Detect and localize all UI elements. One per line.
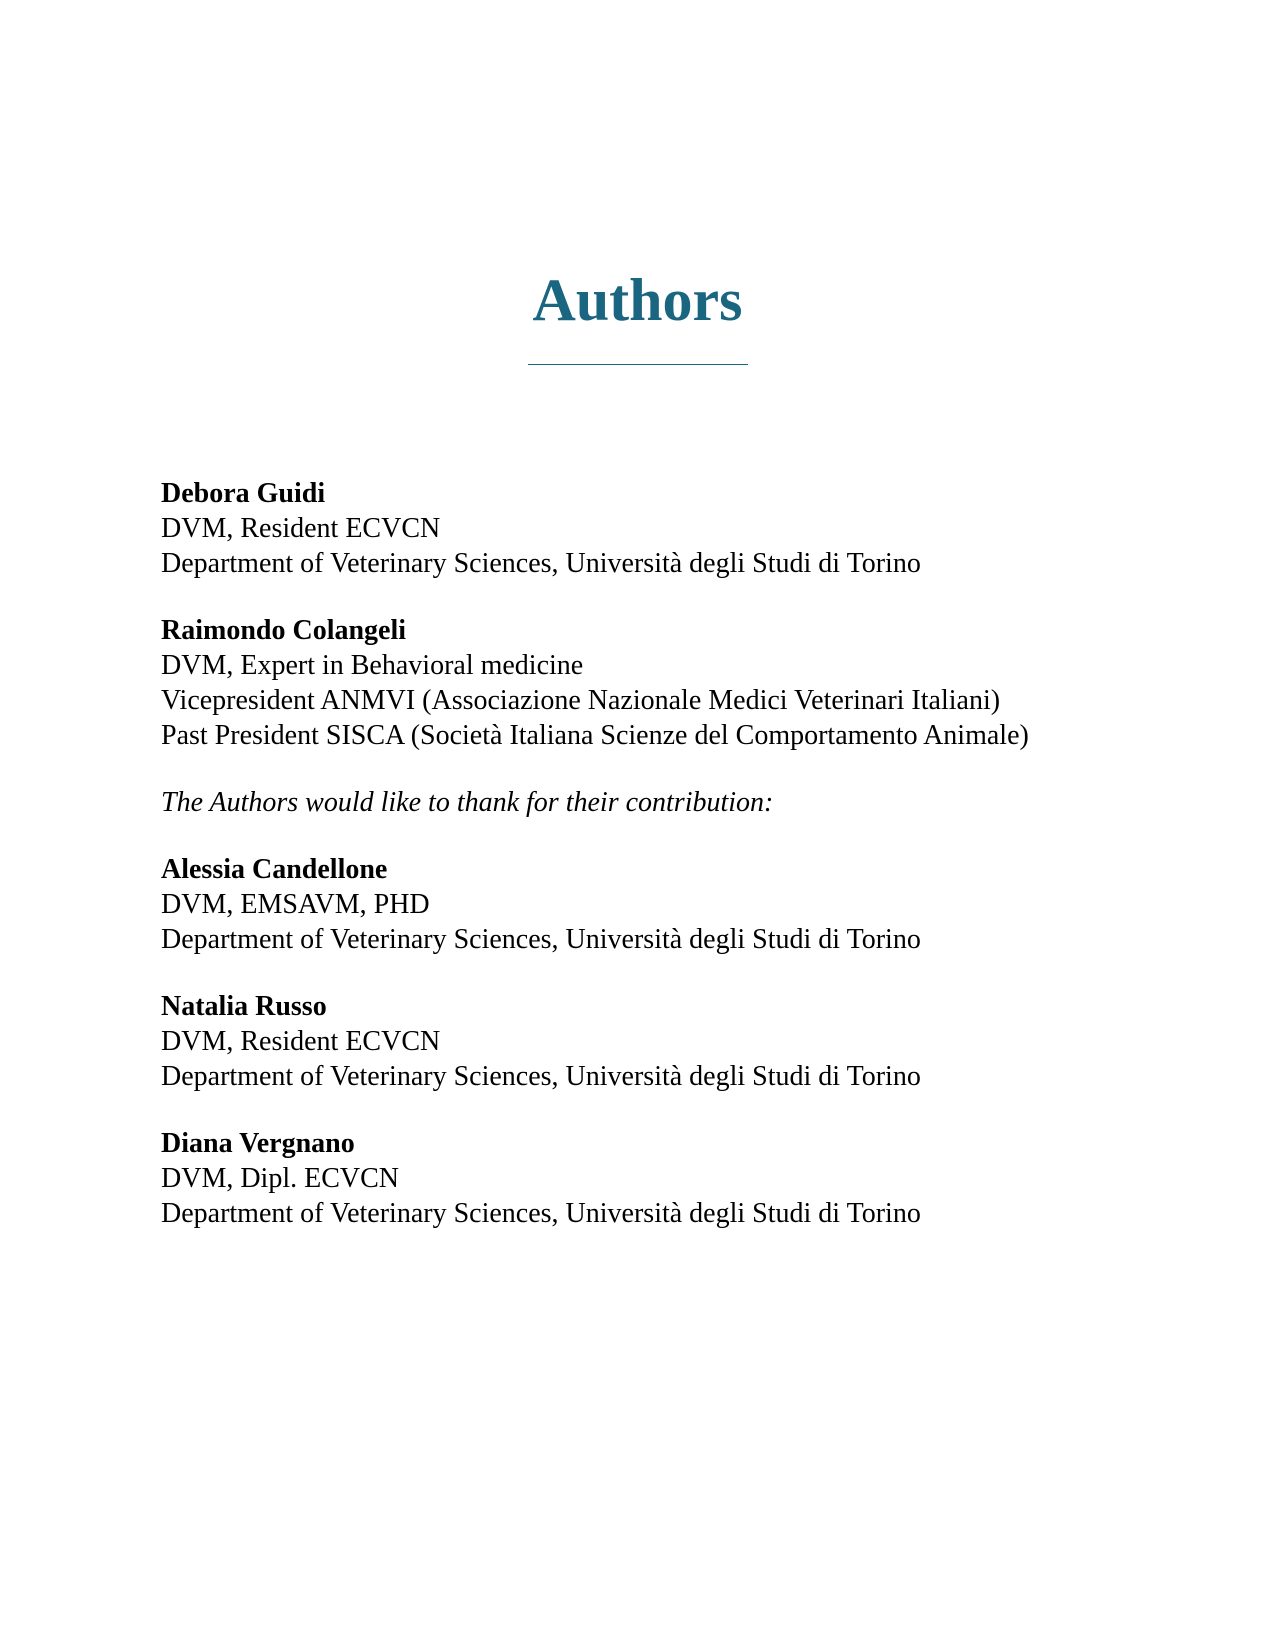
author-entry bbox=[161, 613, 1115, 753]
contributor-credentials: DVM, Resident ECVCN bbox=[161, 1026, 441, 1057]
title-block bbox=[0, 268, 1275, 332]
author-name: Raimondo Colangeli bbox=[161, 615, 407, 646]
authors-content bbox=[161, 476, 1115, 1231]
contributor-affiliation: Department of Veterinary Sciences, Università degli Studi di Torino bbox=[161, 1198, 921, 1229]
contributor-entry bbox=[161, 1126, 1115, 1231]
author-role: Past President SISCA (Società Italiana Scienze del Comportamento Animale) bbox=[161, 720, 1029, 751]
contributor-entry bbox=[161, 989, 1115, 1094]
contributor-credentials: DVM, Dipl. ECVCN bbox=[161, 1163, 400, 1194]
author-role: Vicepresident ANMVI (Associazione Nazionale Medici Veterinari Italiani) bbox=[161, 685, 1001, 716]
page-title: Authors bbox=[532, 267, 743, 333]
contributor-entry bbox=[161, 852, 1115, 957]
contributor-name: Natalia Russo bbox=[161, 991, 327, 1022]
author-credentials: DVM, Resident ECVCN bbox=[161, 513, 441, 544]
contributor-name: Diana Vergnano bbox=[161, 1128, 355, 1159]
contributor-credentials: DVM, EMSAVM, PHD bbox=[161, 889, 430, 920]
contributor-affiliation: Department of Veterinary Sciences, Università degli Studi di Torino bbox=[161, 1061, 921, 1092]
contributor-name: Alessia Candellone bbox=[161, 854, 388, 885]
author-credentials: DVM, Expert in Behavioral medicine bbox=[161, 650, 584, 681]
author-entry bbox=[161, 476, 1115, 581]
acknowledgement-text: The Authors would like to thank for their contribution: bbox=[161, 787, 774, 818]
contributor-affiliation: Department of Veterinary Sciences, Università degli Studi di Torino bbox=[161, 924, 921, 955]
author-affiliation: Department of Veterinary Sciences, Università degli Studi di Torino bbox=[161, 548, 921, 579]
author-name: Debora Guidi bbox=[161, 478, 326, 509]
title-underline bbox=[528, 364, 748, 365]
